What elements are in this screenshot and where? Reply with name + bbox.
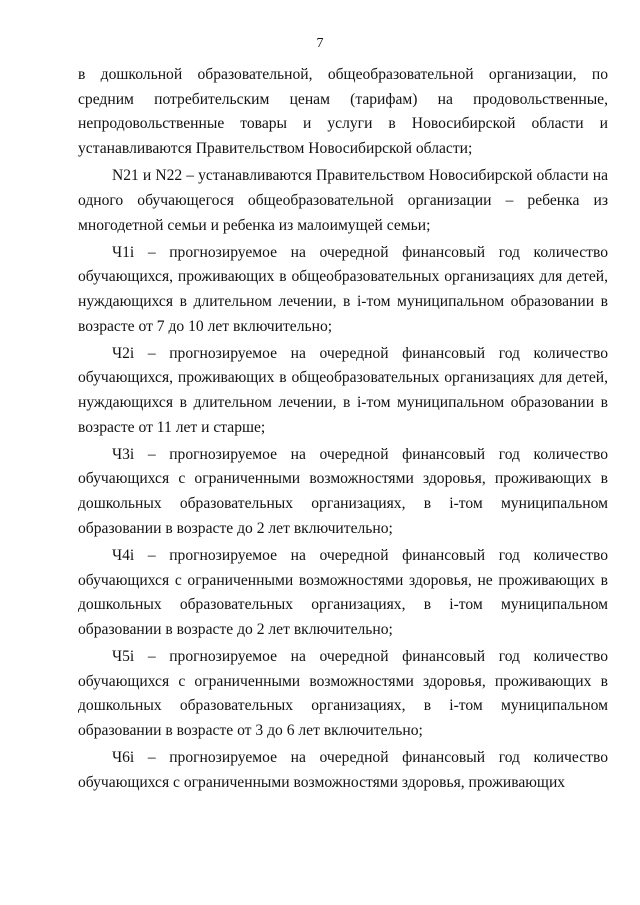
paragraph: Ч6i – прогнозируемое на очередной финансовый год количество обучающихся с ограниченными возможностями здоровья, проживающих bbox=[78, 749, 608, 791]
document-body bbox=[78, 63, 608, 798]
paragraph: Ч3i – прогнозируемое на очередной финансовый год количество обучающихся с ограниченными возможностями здоровья, проживающих в дошкольных образовательных организациях, в i-том муниципальном образовании в возрасте до 2 лет включительно; bbox=[78, 445, 608, 537]
paragraph: Ч2i – прогнозируемое на очередной финансовый год количество обучающихся, проживающих в общеобразовательных организациях для детей, нуждающихся в длительном лечении, в i-том муниципальном образовании в возрасте от 11 лет и старше; bbox=[78, 344, 608, 436]
paragraph: N21 и N22 – устанавливаются Правительством Новосибирской области на одного обучающегося общеобразовательной организации – ребенка из многодетной семьи и ребенка из малоимущей семьи; bbox=[78, 167, 608, 234]
paragraph: Ч4i – прогнозируемое на очередной финансовый год количество обучающихся с ограниченными возможностями здоровья, не проживающих в дошкольных образовательных организациях, в i-том муниципальном образовании в возрасте до 2 лет включительно; bbox=[78, 546, 608, 638]
paragraph: Ч5i – прогнозируемое на очередной финансовый год количество обучающихся с ограниченными возможностями здоровья, проживающих в дошкольных образовательных организациях, в i-том муниципальном образовании в возрасте от 3 до 6 лет включительно; bbox=[78, 647, 608, 740]
paragraph: Ч1i – прогнозируемое на очередной финансовый год количество обучающихся, проживающих в общеобразовательных организациях для детей, нуждающихся в длительном лечении, в i-том муниципальном образовании в возрасте от 7 до 10 лет включительно; bbox=[78, 243, 608, 335]
paragraph: в дошкольной образовательной, общеобразовательной организации, по средним потребительским ценам (тарифам) на продовольственные, непродовольственные товары и услуги в Новосибирской области и устанавливаются Правительством Новосибирской области; bbox=[78, 66, 608, 158]
page-number: 7 bbox=[316, 36, 324, 51]
